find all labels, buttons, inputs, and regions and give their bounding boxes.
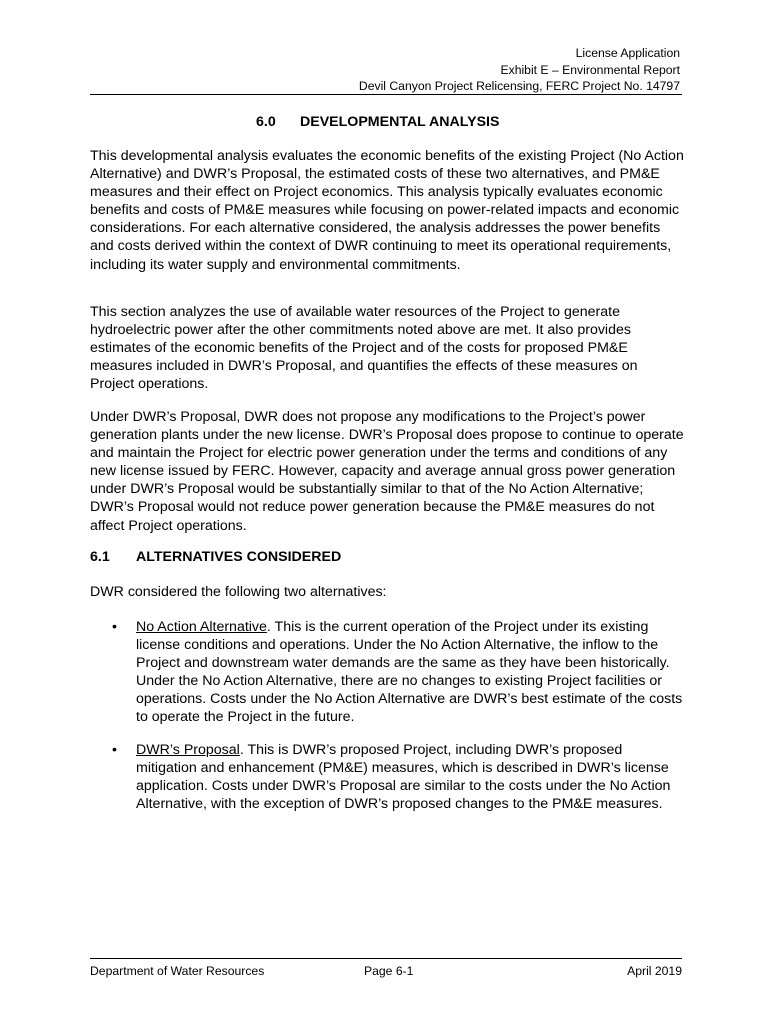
footer-organization: Department of Water Resources — [90, 964, 265, 978]
bullet-icon: • — [112, 619, 117, 635]
section-number: 6.1 — [90, 549, 110, 565]
header-divider — [90, 94, 682, 95]
header-line-3: Devil Canyon Project Relicensing, FERC Project No. 14797 — [358, 79, 680, 93]
header-line-2: Exhibit E – Environmental Report — [500, 62, 680, 77]
footer-page-number: Page 6-1 — [364, 964, 414, 978]
list-item-term: DWR’s Proposal — [136, 742, 240, 758]
paragraph-text: Under DWR’s Proposal, DWR does not propose any modifications to the Project’s power generation plants under the new license. DWR’s Proposal does propose to continue to operate and maintain the Project for electric power generation under the terms and conditions of any new license issued by FERC. However, capacity and average annual gross power generation under DWR’s Proposal would be substantially similar to that of the No Action Alternative; DWR’s Proposal would not reduce power generation because the PM&E measures do not affect Project operations. — [90, 409, 684, 534]
paragraph-water-resources — [90, 303, 684, 393]
list-item-text — [136, 618, 684, 727]
list-item-body: . This is DWR’s proposed Project, including DWR’s proposed mitigation and enhancement (PM&E) measures, which is described in DWR’s license application. Costs under DWR’s Proposal are similar to the costs under the No Action Alternative, with the exception of DWR’s proposed changes to the PM&E measures. — [136, 742, 671, 813]
footer-date: April 2019 — [627, 964, 682, 978]
paragraph-dwr-proposal — [90, 408, 684, 535]
paragraph-text: DWR considered the following two alternatives: — [90, 584, 387, 600]
alternatives-intro — [90, 583, 684, 601]
paragraph-text: This developmental analysis evaluates the economic benefits of the existing Project (No Action Alternative) and DWR’s Proposal, the estimated costs of these two alternatives, and PM&E measures and their effect on Project economics. This analysis typically evaluates economic benefits and costs of PM&E measures while focusing on power-related impacts and economic considerations. For each alternative considered, the analysis addresses the power benefits and costs derived within the context of DWR continuing to meet its operational requirements, including its water supply and environmental commitments. — [90, 148, 684, 273]
paragraph-text: This section analyzes the use of available water resources of the Project to generate hydroelectric power after the other commitments noted above are met. It also provides estimates of the economic benefits of the Project and of the costs for proposed PM&E measures included in DWR’s Proposal, and quantifies the effects of these measures on Project operations. — [90, 304, 638, 393]
section-number: 6.0 — [256, 114, 276, 130]
section-title: DEVELOPMENTAL ANALYSIS — [300, 114, 500, 130]
list-item-term: No Action Alternative — [136, 619, 267, 635]
page-header — [88, 45, 680, 95]
section-title: ALTERNATIVES CONSIDERED — [136, 549, 342, 565]
header-line-1: License Application — [575, 46, 680, 60]
bullet-icon: • — [112, 742, 117, 758]
list-item-text — [136, 741, 684, 813]
paragraph-intro — [90, 147, 684, 274]
list-item-body: . This is the current operation of the Project under its existing license conditions and operations. Under the No Action Alternative, the inflow to the Project and downstream water demands are the same as they have been historically. Under the No Action Alternative, there are no changes to existing Project facilities or operations. Costs under the No Action Alternative are DWR’s best estimate of the costs to operate the Project in the future. — [136, 619, 683, 726]
footer-divider — [90, 958, 682, 959]
